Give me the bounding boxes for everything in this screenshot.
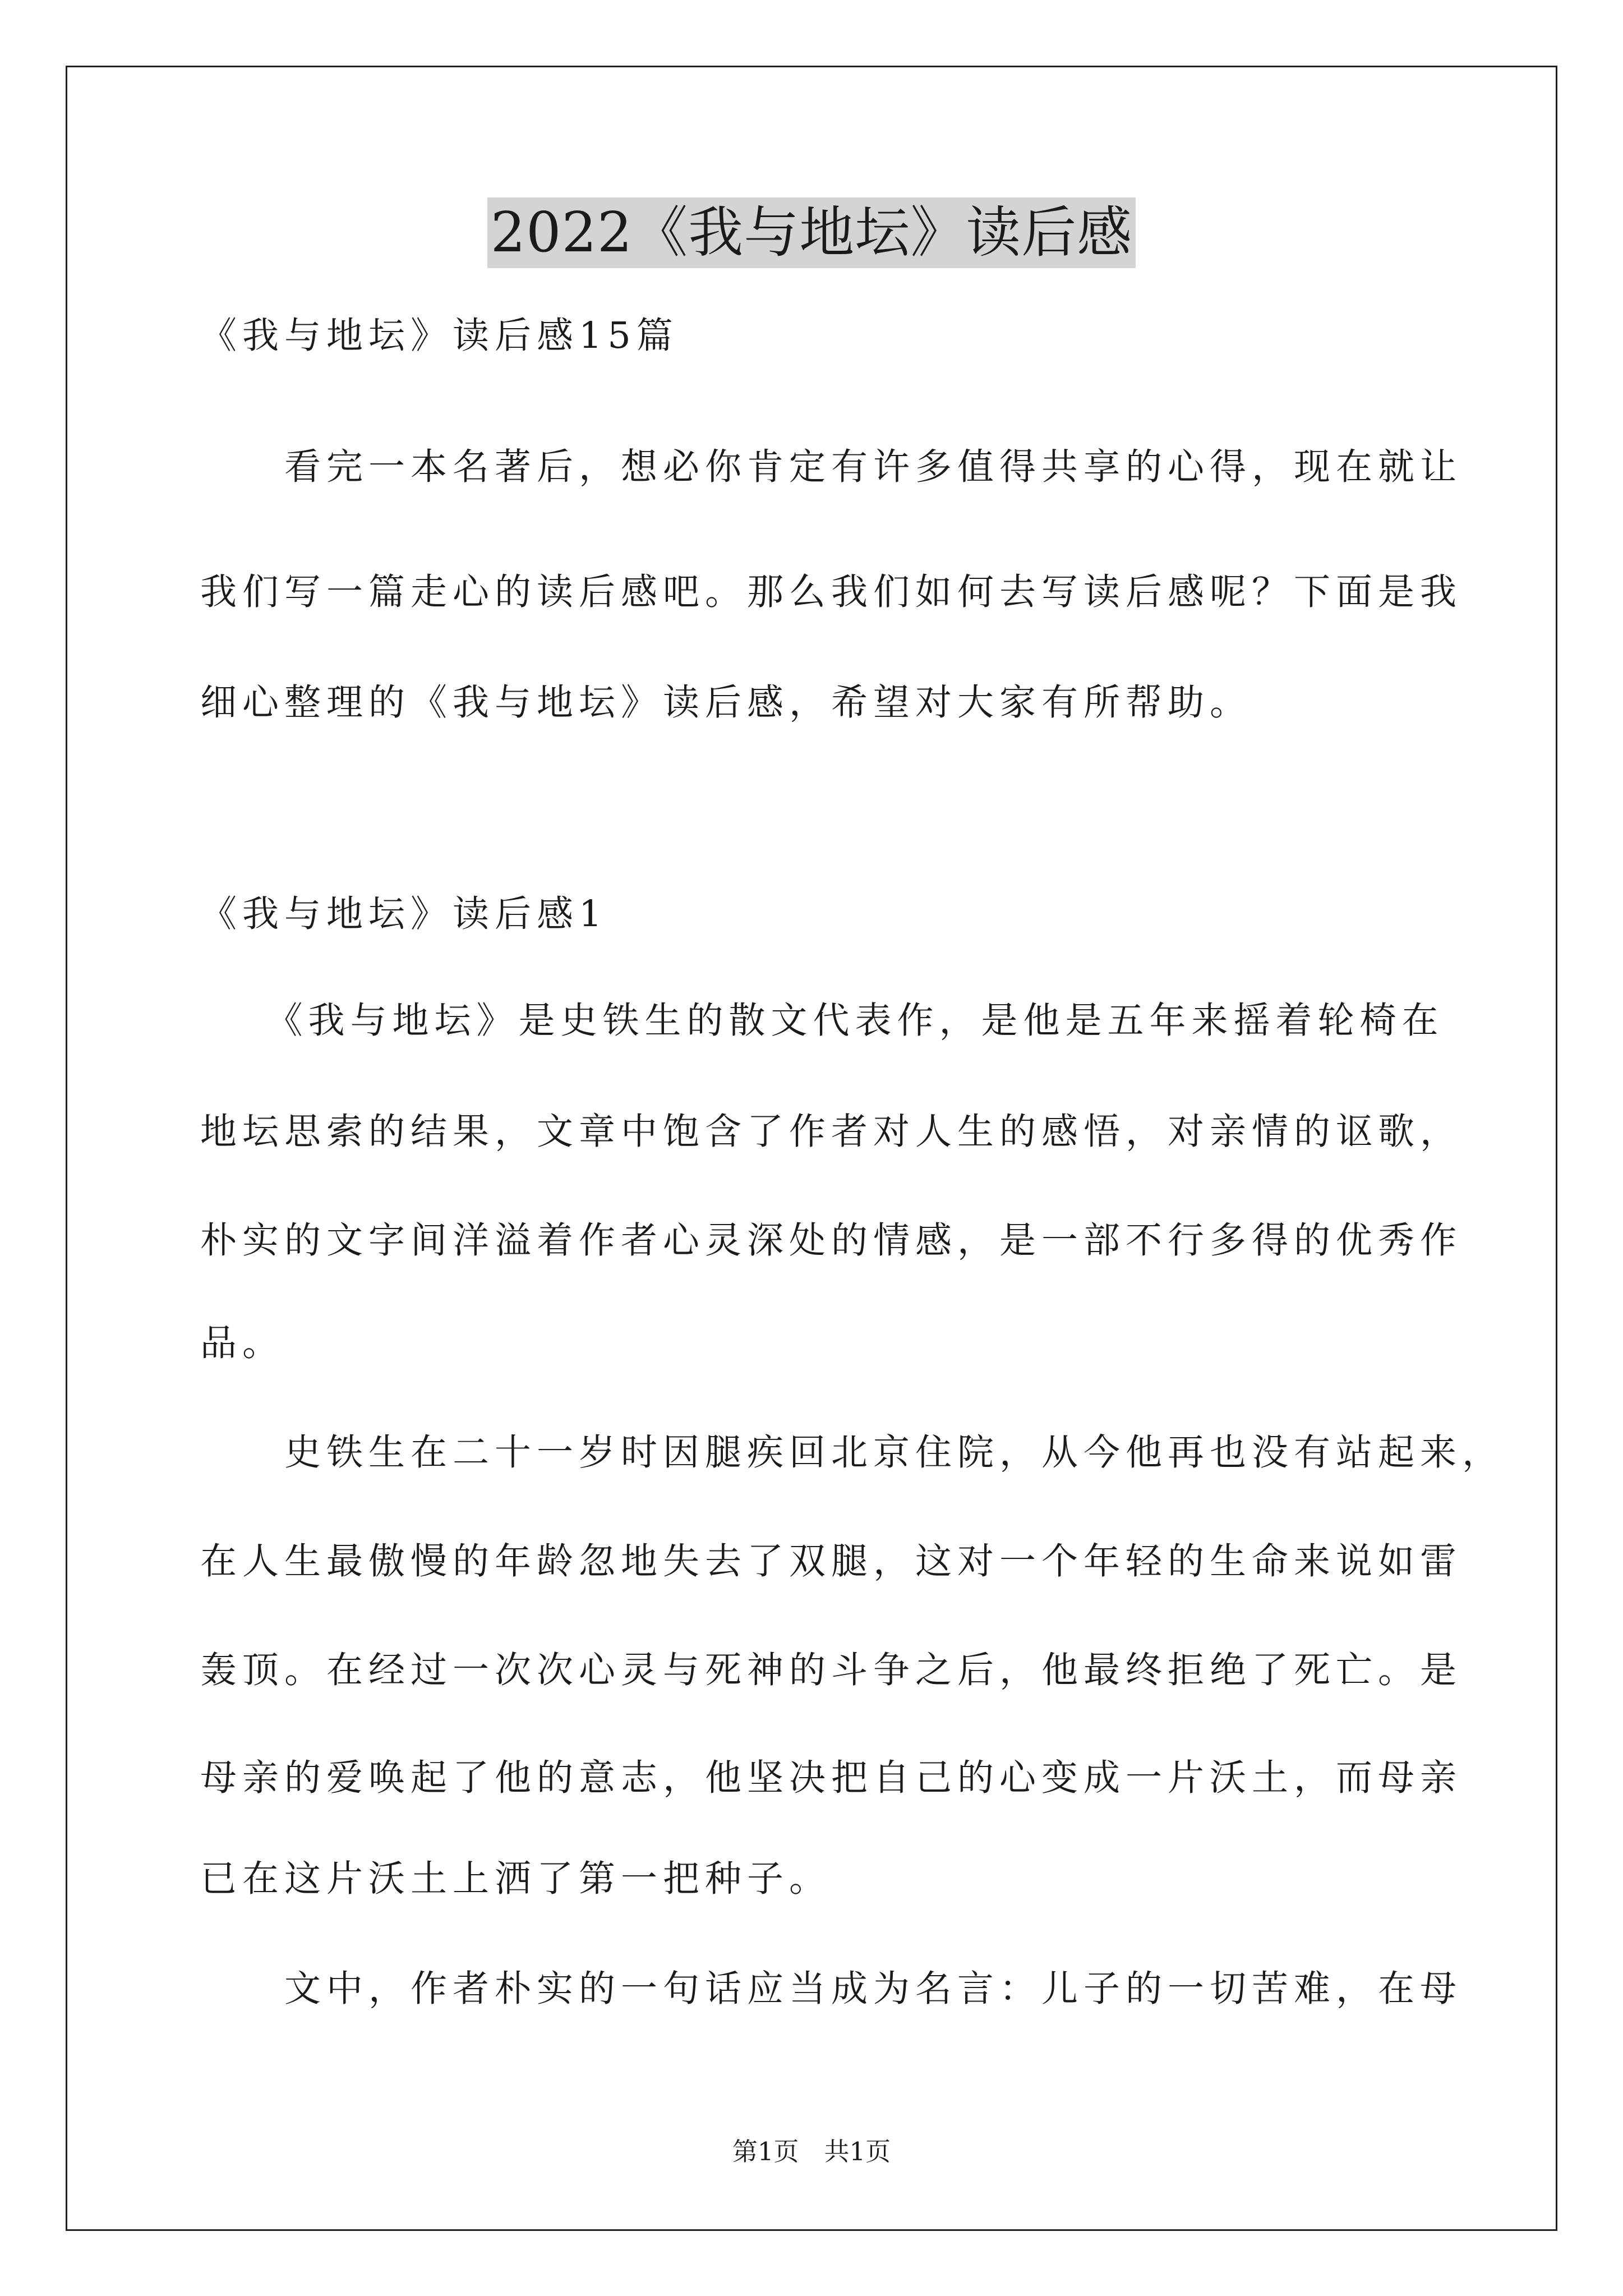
paragraph-line: 朴实的文字间洋溢着作者心灵深处的情感，是一部不行多得的优秀作 [200, 1220, 1463, 1262]
paragraph-line: 文中，作者朴实的一句话应当成为名言：儿子的一切苦难，在母 [200, 1968, 1463, 2010]
paragraph-line: 看完一本名著后，想必你肯定有许多值得共享的心得，现在就让 [200, 446, 1463, 488]
paragraph-line: 地坛思索的结果，文章中饱含了作者对人生的感悟，对亲情的讴歌， [200, 1111, 1463, 1153]
paragraph-line: 母亲的爱唤起了他的意志，他坚决把自己的心变成一片沃土，而母亲 [200, 1757, 1463, 1799]
section-heading: 《我与地坛》读后感1 [200, 893, 608, 935]
paragraph-line: 轰顶。在经过一次次心灵与死神的斗争之后，他最终拒绝了死亡。是 [200, 1649, 1463, 1691]
subtitle-line: 《我与地坛》读后感15篇 [200, 315, 679, 357]
paragraph-line: 史铁生在二十一岁时因腿疾回北京住院，从今他再也没有站起来， [200, 1432, 1505, 1474]
document-title: 2022《我与地坛》读后感 [487, 197, 1136, 268]
paragraph-line: 《我与地坛》是史铁生的散文代表作，是他是五年来摇着轮椅在 [200, 1000, 1444, 1042]
title-container [0, 197, 1623, 268]
paragraph-line: 我们写一篇走心的读后感吧。那么我们如何去写读后感呢？下面是我 [200, 571, 1463, 613]
page-footer: 第1页 共1页 [732, 2137, 891, 2166]
paragraph-line: 细心整理的《我与地坛》读后感，希望对大家有所帮助。 [200, 682, 1252, 724]
paragraph-line: 品。 [200, 1322, 285, 1364]
paragraph-line: 在人生最傲慢的年龄忽地失去了双腿，这对一个年轻的生命来说如雷 [200, 1540, 1463, 1582]
paragraph-line: 已在这片沃土上洒了第一把种子。 [200, 1858, 832, 1900]
